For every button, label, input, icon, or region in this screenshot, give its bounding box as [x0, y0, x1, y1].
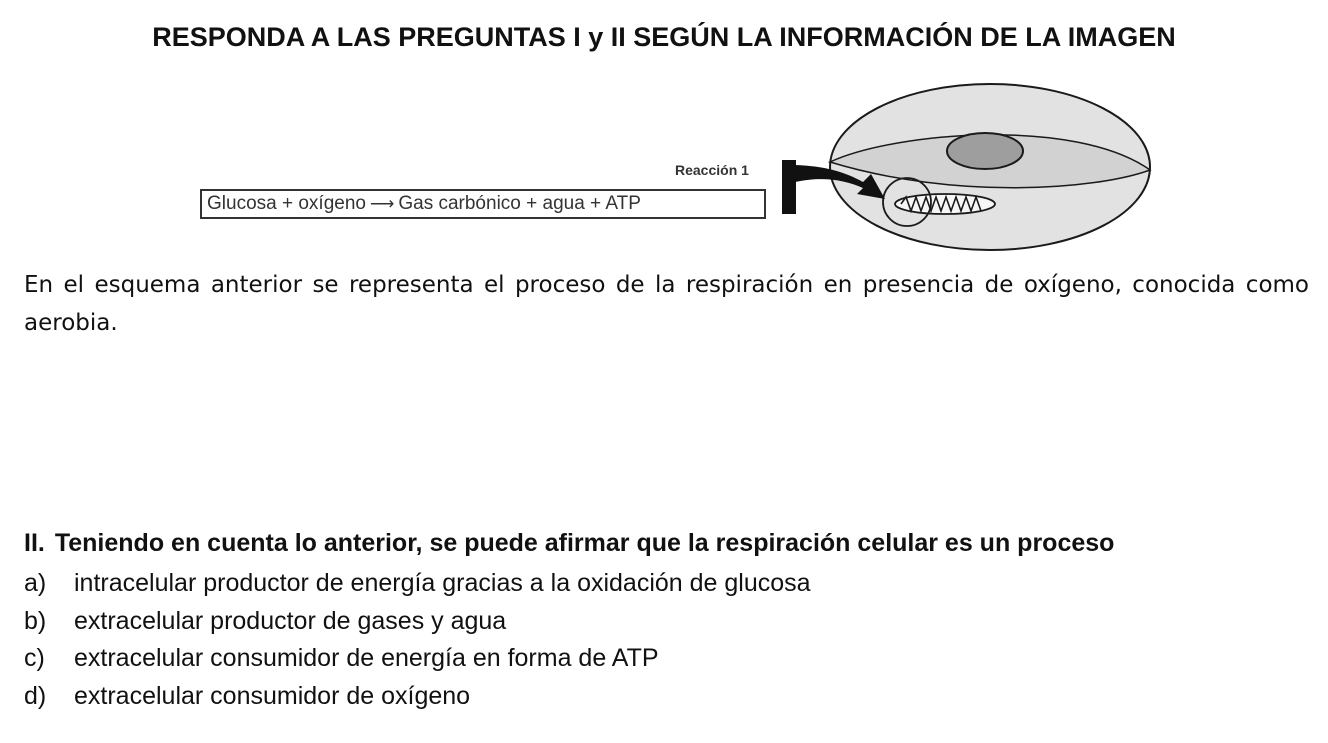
page-heading: RESPONDA A LAS PREGUNTAS I y II SEGÚN LA INFORMACIÓN DE LA IMAGEN: [152, 22, 1176, 52]
equation-reactants: Glucosa + oxígeno: [207, 193, 366, 214]
equation-products: Gas carbónico + agua + ATP: [398, 193, 641, 214]
option-text: intracelular productor de energía gracias a la oxidación de glucosa: [74, 569, 811, 597]
question-text: Teniendo en cuenta lo anterior, se puede afirmar que la respiración celular es un proceso: [54, 529, 1115, 557]
option-letter: a): [24, 569, 47, 597]
respiration-figure: [195, 82, 1160, 257]
equation-arrow: ⟶: [369, 194, 395, 213]
reaction-label: Reacción 1: [675, 162, 749, 178]
option-text: extracelular consumidor de energía en forma de ATP: [74, 644, 659, 672]
context-paragraph: En el esquema anterior se representa el proceso de la respiración en presencia de oxígeno, conocida como aerobia.: [24, 272, 1309, 336]
answer-option-c[interactable]: [24, 641, 811, 679]
reaction-equation: [200, 189, 766, 219]
reaction-bracket: [782, 160, 796, 214]
option-letter: b): [24, 606, 47, 635]
option-letter: c): [24, 644, 45, 672]
question-number: II.: [24, 529, 45, 557]
option-text: extracelular productor de gases y agua: [74, 606, 507, 635]
option-text: extracelular consumidor de oxígeno: [74, 681, 471, 710]
answer-option-b[interactable]: [24, 604, 811, 642]
mitochondrion: [895, 194, 995, 214]
answer-options: [24, 566, 811, 716]
option-letter: d): [24, 681, 47, 710]
answer-option-a[interactable]: [24, 566, 811, 604]
question-stem: [24, 529, 1114, 558]
nucleus: [947, 133, 1023, 169]
answer-option-d[interactable]: [24, 679, 811, 717]
